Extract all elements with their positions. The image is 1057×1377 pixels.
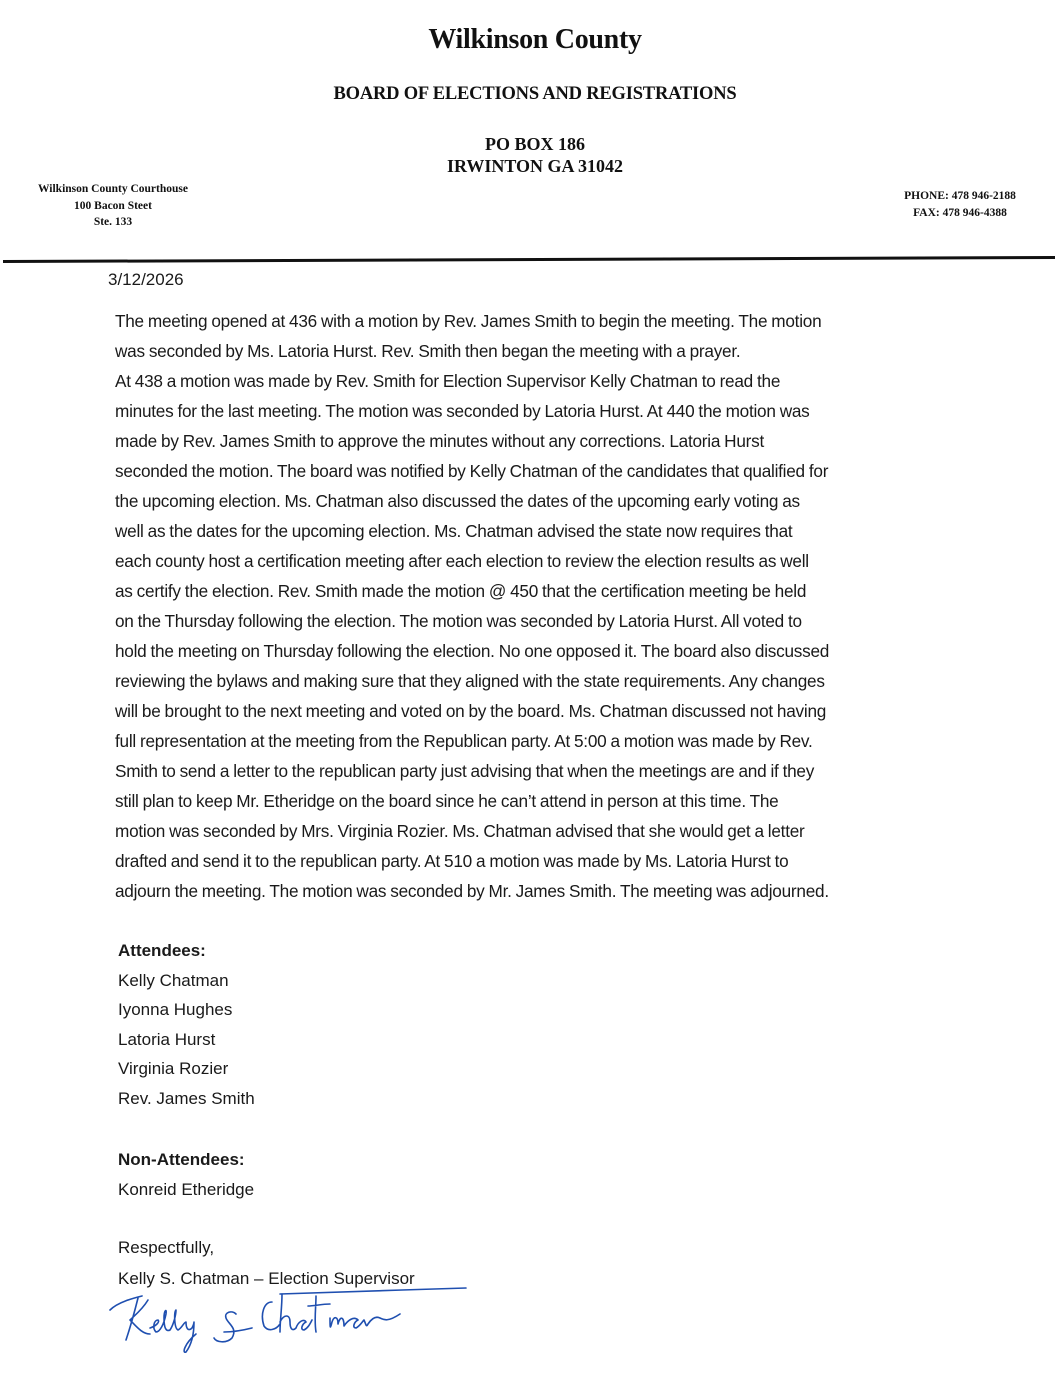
suite: Ste. 133 [93, 216, 133, 228]
attendees-section [118, 936, 255, 1113]
non-attendees-heading: Non-Attendees: [118, 1150, 245, 1169]
minutes-line: made by Rev. James Smith to approve the minutes without any corrections. Latoria Hurst [115, 431, 764, 451]
header-divider [3, 256, 1055, 263]
minutes-line: on the Thursday following the election. The motion was seconded by Latoria Hurst. All voted to [115, 611, 802, 631]
salutation: Respectfully, [118, 1238, 215, 1257]
handwritten-signature-icon [104, 1284, 484, 1356]
attendees-heading: Attendees: [118, 941, 206, 960]
minutes-line: each county host a certification meeting after each election to review the election results as well [115, 551, 809, 571]
minutes-line: The meeting opened at 436 with a motion by Rev. James Smith to begin the meeting. The motion [115, 311, 822, 331]
non-attendee-name: Konreid Etheridge [118, 1179, 255, 1199]
minutes-line: the upcoming election. Ms. Chatman also discussed the dates of the upcoming early voting as [115, 491, 800, 511]
minutes-line: well as the dates for the upcoming election. Ms. Chatman advised the state now requires that [115, 521, 793, 541]
attendee-name: Iyonna Hughes [118, 1000, 233, 1019]
attendee-name: Kelly Chatman [118, 970, 229, 990]
minutes-line: hold the meeting on Thursday following the election. No one opposed it. The board also discussed [115, 641, 830, 661]
po-box: PO BOX 186 [484, 134, 585, 154]
minutes-line: was seconded by Ms. Latoria Hurst. Rev. Smith then began the meeting with a prayer. [115, 341, 741, 361]
minutes-line: At 438 a motion was made by Rev. Smith for Election Supervisor Kelly Chatman to read the [115, 371, 781, 391]
document-date: 3/12/2026 [108, 270, 184, 289]
minutes-line: motion was seconded by Mrs. Virginia Rozier. Ms. Chatman advised that she would get a letter [115, 821, 805, 841]
minutes-line: will be brought to the next meeting and voted on by the board. Ms. Chatman discussed not having [115, 701, 827, 721]
non-attendees-section [118, 1145, 254, 1204]
minutes-line: full representation at the meeting from the Republican party. At 5:00 a motion was made by Rev. [115, 731, 813, 751]
fax-number: FAX: 478 946-4388 [913, 206, 1007, 219]
minutes-line: as certify the election. Rev. Smith made the motion @ 450 that the certification meeting be held [115, 581, 807, 601]
city-state-zip: IRWINTON GA 31042 [446, 156, 624, 176]
minutes-line: minutes for the last meeting. The motion was seconded by Latoria Hurst. At 440 the motion was [115, 401, 810, 421]
attendee-name: Rev. James Smith [118, 1088, 255, 1108]
meeting-minutes [115, 306, 1020, 906]
street: 100 Bacon Steet [74, 199, 152, 212]
minutes-line: seconded the motion. The board was notified by Kelly Chatman of the candidates that qualified for [115, 461, 829, 481]
building-name: Wilkinson County Courthouse [38, 183, 188, 195]
minutes-line: adjourn the meeting. The motion was seconded by Mr. James Smith. The meeting was adjourned. [115, 881, 829, 901]
department-heading: BOARD OF ELECTIONS AND REGISTRATIONS [333, 84, 737, 104]
signatory-line: Kelly S. Chatman – Election Supervisor [118, 1269, 415, 1288]
attendee-name: Latoria Hurst [118, 1029, 216, 1049]
attendee-name: Virginia Rozier [118, 1059, 229, 1078]
organization-title: Wilkinson County [428, 24, 642, 55]
minutes-line: reviewing the bylaws and making sure that they aligned with the state requirements. Any changes [115, 671, 825, 691]
minutes-line: drafted and send it to the republican party. At 510 a motion was made by Ms. Latoria Hurst to [115, 851, 789, 871]
minutes-line: still plan to keep Mr. Etheridge on the board since he can’t attend in person at this time. The [115, 791, 779, 811]
minutes-line: Smith to send a letter to the republican party just advising that when the meetings are and if they [115, 761, 815, 781]
mailing-address [0, 133, 1057, 177]
street-address [8, 181, 218, 231]
phone-number: PHONE: 478 946-2188 [904, 190, 1016, 202]
contact-numbers [880, 188, 1040, 221]
